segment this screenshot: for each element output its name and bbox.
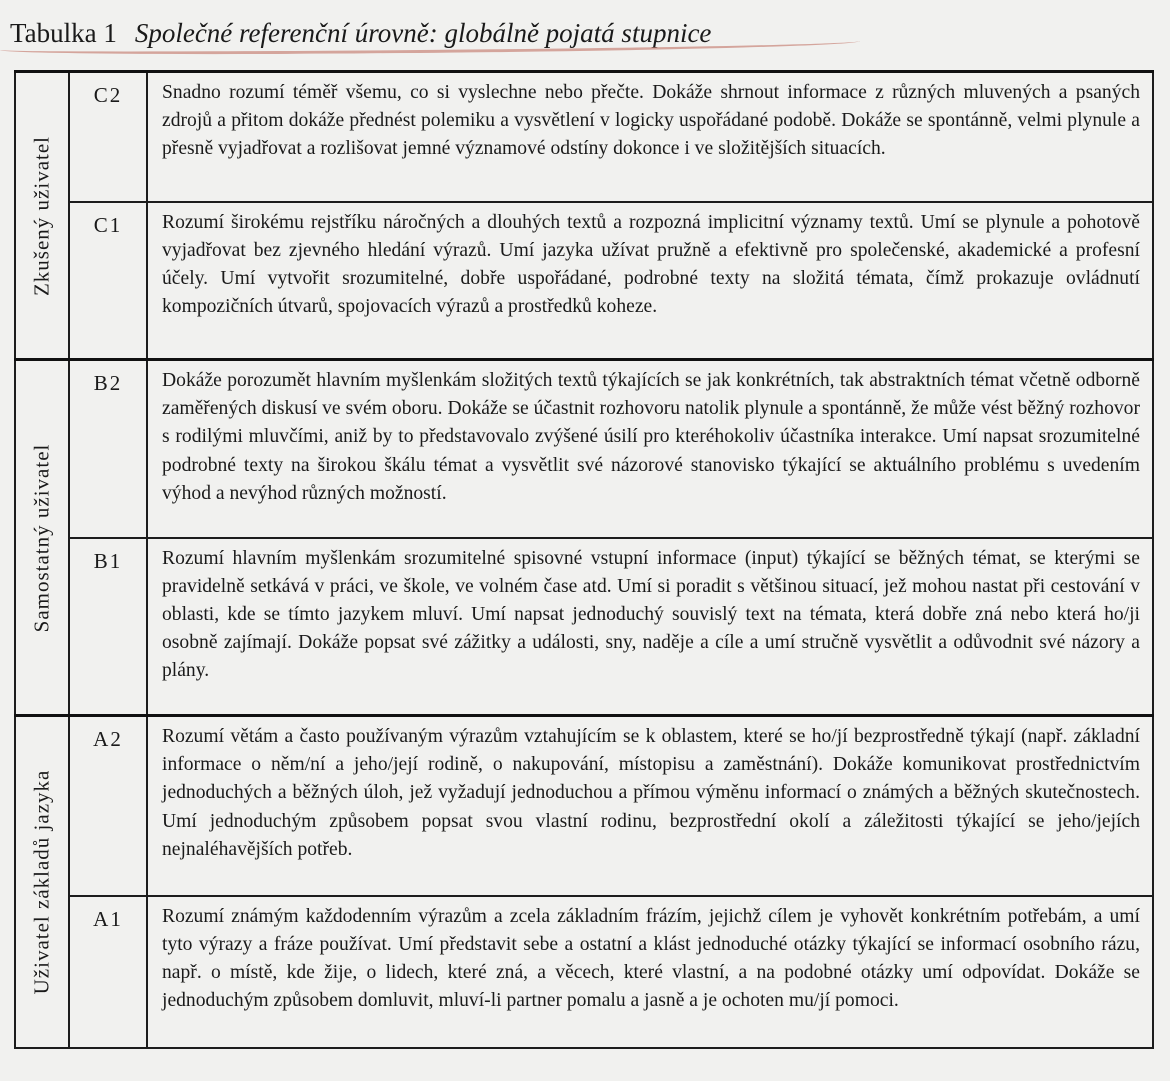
level-code: B2	[69, 360, 147, 538]
table-row-a2	[15, 716, 1153, 896]
level-description: Snadno rozumí téměř všemu, co si vyslechne nebo přečte. Dokáže shrnout informace z různých mluvených a psaných zdrojů a přitom dokáže přednést polemiku a vysvětlení v logicky uspořádané podobě. Dokáže se spontánně, velmi plynule a přesně vyjadřovat a rozlišovat jemné významové odstíny dokonce i ve složitějších situacích.	[147, 72, 1153, 202]
level-code: C1	[69, 202, 147, 360]
level-description: Dokáže porozumět hlavním myšlenkám složitých textů týkajících se jak konkrétních, tak abstraktních témat včetně odborně zaměřených diskusí ve svém oboru. Dokáže se účastnit rozhovoru natolik plynule a spontánně, že může vést běžný rozhovor s rodilými mluvčími, aniž by to představovalo zvýšené úsilí pro kteréhokoliv účastníka interakce. Umí napsat srozumitelné podrobné texty na širokou škálu témat a vysvětlit své názorové stanovisko týkající se aktuálního problému s uvedením výhod a nevýhod různých možností.	[147, 360, 1153, 538]
table-title: Společné referenční úrovně: globálně pojatá stupnice	[134, 18, 712, 48]
table-row-b2	[15, 360, 1153, 538]
group-cell-proficient	[15, 72, 69, 360]
table-row-c2	[15, 72, 1153, 202]
level-description: Rozumí větám a často používaným výrazům vztahujícím se k oblastem, které se ho/jí bezprostředně týkají (např. základní informace o něm/ní a jeho/její rodině, o nakupování, místopisu a zaměstnání). Dokáže komunikovat prostřednictvím jednoduchých a běžných úloh, jež vyžadují jednoduchou a přímou výměnu informací o známých a běžných skutečnostech. Umí jednoduchým způsobem popsat svou vlastní rodinu, bezprostřední okolí a záležitosti týkající se jeho/jejích nejnaléhavějších potřeb.	[147, 716, 1153, 896]
group-cell-basic	[15, 716, 69, 1048]
level-description: Rozumí širokému rejstříku náročných a dlouhých textů a rozpozná implicitní významy textů. Umí se plynule a pohotově vyjadřovat bez zjevného hledání výrazů. Umí jazyka užívat pružně a efektivně pro společenské, akademické a profesní účely. Umí vytvořit srozumitelné, dobře uspořádané, podrobné texty na složitá témata, čímž prokazuje ovládnutí kompozičních útvarů, spojovacích výrazů a prostředků koheze.	[147, 202, 1153, 360]
group-label: Uživatel základů jazyka	[29, 769, 54, 995]
table-number: Tabulka 1	[10, 18, 117, 48]
group-label: Samostatný uživatel	[29, 443, 54, 632]
table-row-a1	[15, 896, 1153, 1048]
group-label: Zkušený uživatel	[29, 135, 54, 296]
level-code: A2	[69, 716, 147, 896]
level-code: C2	[69, 72, 147, 202]
table-row-b1	[15, 538, 1153, 716]
level-description: Rozumí hlavním myšlenkám srozumitelné spisovné vstupní informace (input) týkající se běžných témat, se kterými se pravidelně setkává v práci, ve škole, ve volném čase atd. Umí si poradit s většinou situací, jež mohou nastat při cestování v oblasti, kde se tímto jazykem mluví. Umí napsat jednoduchý souvislý text na témata, která dobře zná nebo která ho/ji osobně zajímají. Dokáže popsat své zážitky a události, sny, naděje a cíle a umí stručně vysvětlit a odůvodnit své názory a plány.	[147, 538, 1153, 716]
group-cell-independent	[15, 360, 69, 716]
reference-levels-table	[14, 70, 1154, 1049]
table-row-c1	[15, 202, 1153, 360]
level-code: B1	[69, 538, 147, 716]
level-code: A1	[69, 896, 147, 1048]
level-description: Rozumí známým každodenním výrazům a zcela základním frázím, jejichž cílem je vyhovět konkrétním potřebám, a umí tyto výrazy a fráze používat. Umí představit sebe a ostatní a klást jednoduché otázky týkající se informací osobního rázu, např. o místě, kde žije, o lidech, které zná, a věcech, které vlastní, a na podobné otázky umí odpovídat. Dokáže se jednoduchým způsobem domluvit, mluví-li partner pomalu a jasně a je ochoten mu/jí pomoci.	[147, 896, 1153, 1048]
